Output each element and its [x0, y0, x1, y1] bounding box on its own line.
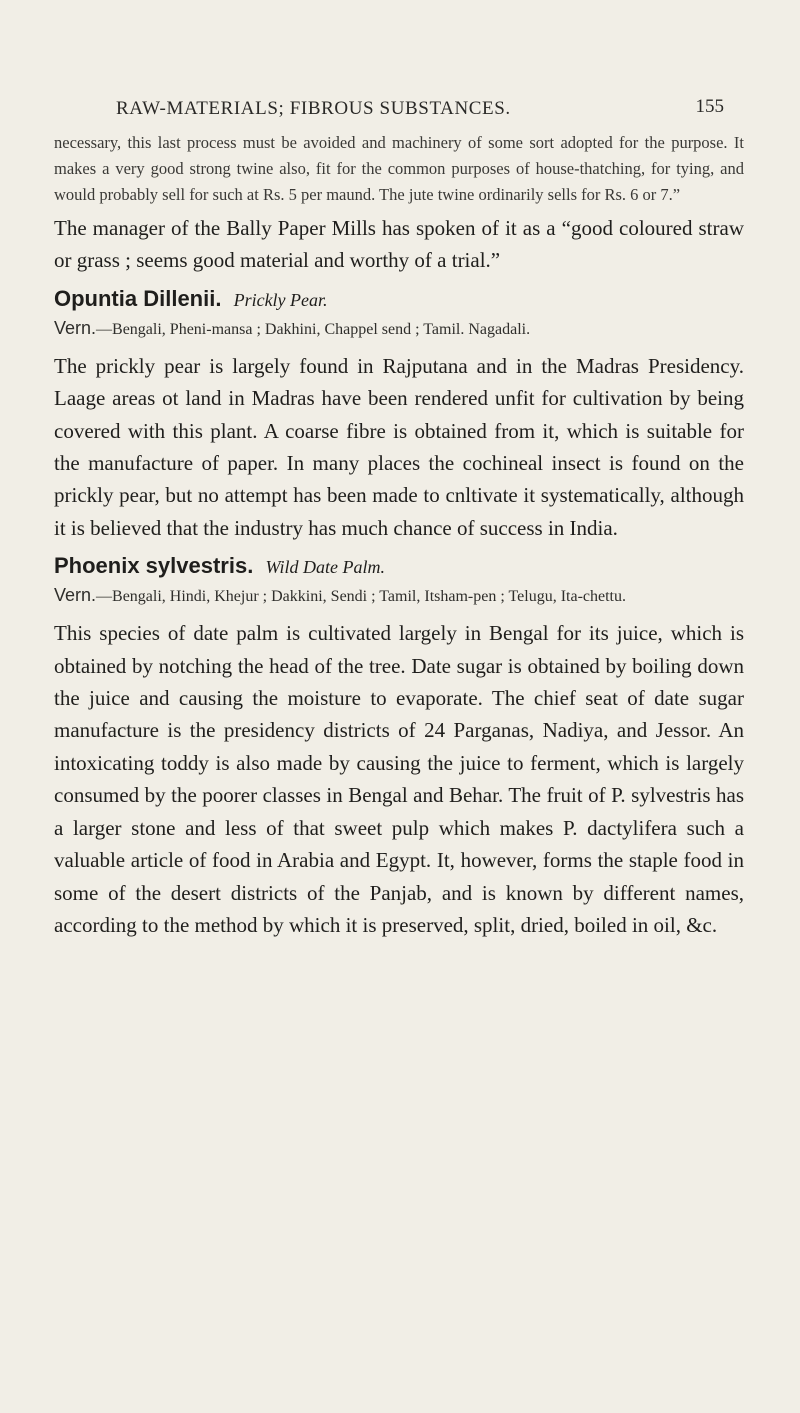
vern-text: —Bengali, Hindi, Khejur ; Dakkini, Sendi ; Tamil, Itsham-pen ; Telugu, Ita-chettu.	[96, 588, 626, 606]
page-content	[54, 130, 744, 941]
entry-body: This species of date palm is cultivated largely in Bengal for its juice, which is obtained by notching the head of the tree. Date sugar is obtained by boiling down the juice and causing the moisture to evaporate. The chief seat of date sugar manufacture is the presidency districts of 24 Parganas, Nadiya, and Jessor. An intoxicating toddy is also made by causing the juice to ferment, which is largely consumed by the poorer classes in Bengal and Behar. The fruit of P. sylvestris has a larger stone and less of that sweet pulp which makes P. dactylifera such a valuable article of food in Arabia and Egypt. It, however, forms the staple food in some of the desert districts of the Panjab, and is known by different names, according to the method by which it is preserved, split, dried, boiled in oil, &c.	[54, 621, 744, 937]
entry-heading	[54, 283, 744, 316]
entry-opuntia	[54, 283, 744, 544]
vernacular-names	[54, 583, 744, 609]
running-title: RAW-MATERIALS; FIBROUS SUBSTANCES.	[116, 98, 511, 119]
entry-phoenix	[54, 550, 744, 941]
vern-text: —Bengali, Pheni-mansa ; Dakhini, Chappel send ; Tamil. Nagadali.	[96, 320, 531, 338]
vern-label: Vern.	[54, 317, 97, 338]
vernacular-names	[54, 316, 744, 342]
vern-label: Vern.	[54, 585, 97, 606]
botanical-name: Opuntia Dillenii.	[54, 285, 222, 311]
botanical-name: Phoenix sylvestris.	[54, 553, 254, 579]
page-number: 155	[695, 96, 724, 117]
entry-body: The prickly pear is largely found in Rajputana and in the Madras Presidency. Laage areas ot land in Madras have been rendered unfit for cultivation by being covered with this plant. A coarse fibre is obtained from it, which is suitable for the manufacture of paper. In many places the cochineal insect is found on the prickly pear, but no attempt has been made to cnltivate it systematically, although it is believed that the industry has much chance of success in India.	[54, 353, 744, 540]
bally-paper-mills-paragraph: The manager of the Bally Paper Mills has spoken of it as a “good coloured straw or grass ; seems good material and worthy of a trial.”	[54, 216, 744, 273]
common-name: Wild Date Palm.	[265, 557, 385, 578]
opening-quote-paragraph: necessary, this last process must be avoided and machinery of some sort adopted for the purpose. It makes a very good strong twine also, fit for the common purposes of house-thatching, for tying, and would probably sell for such at Rs. 5 per maund. The jute twine ordinarily sells for Rs. 6 or 7.”	[54, 133, 744, 204]
common-name: Prickly Pear.	[233, 289, 328, 310]
entry-heading	[54, 550, 744, 583]
